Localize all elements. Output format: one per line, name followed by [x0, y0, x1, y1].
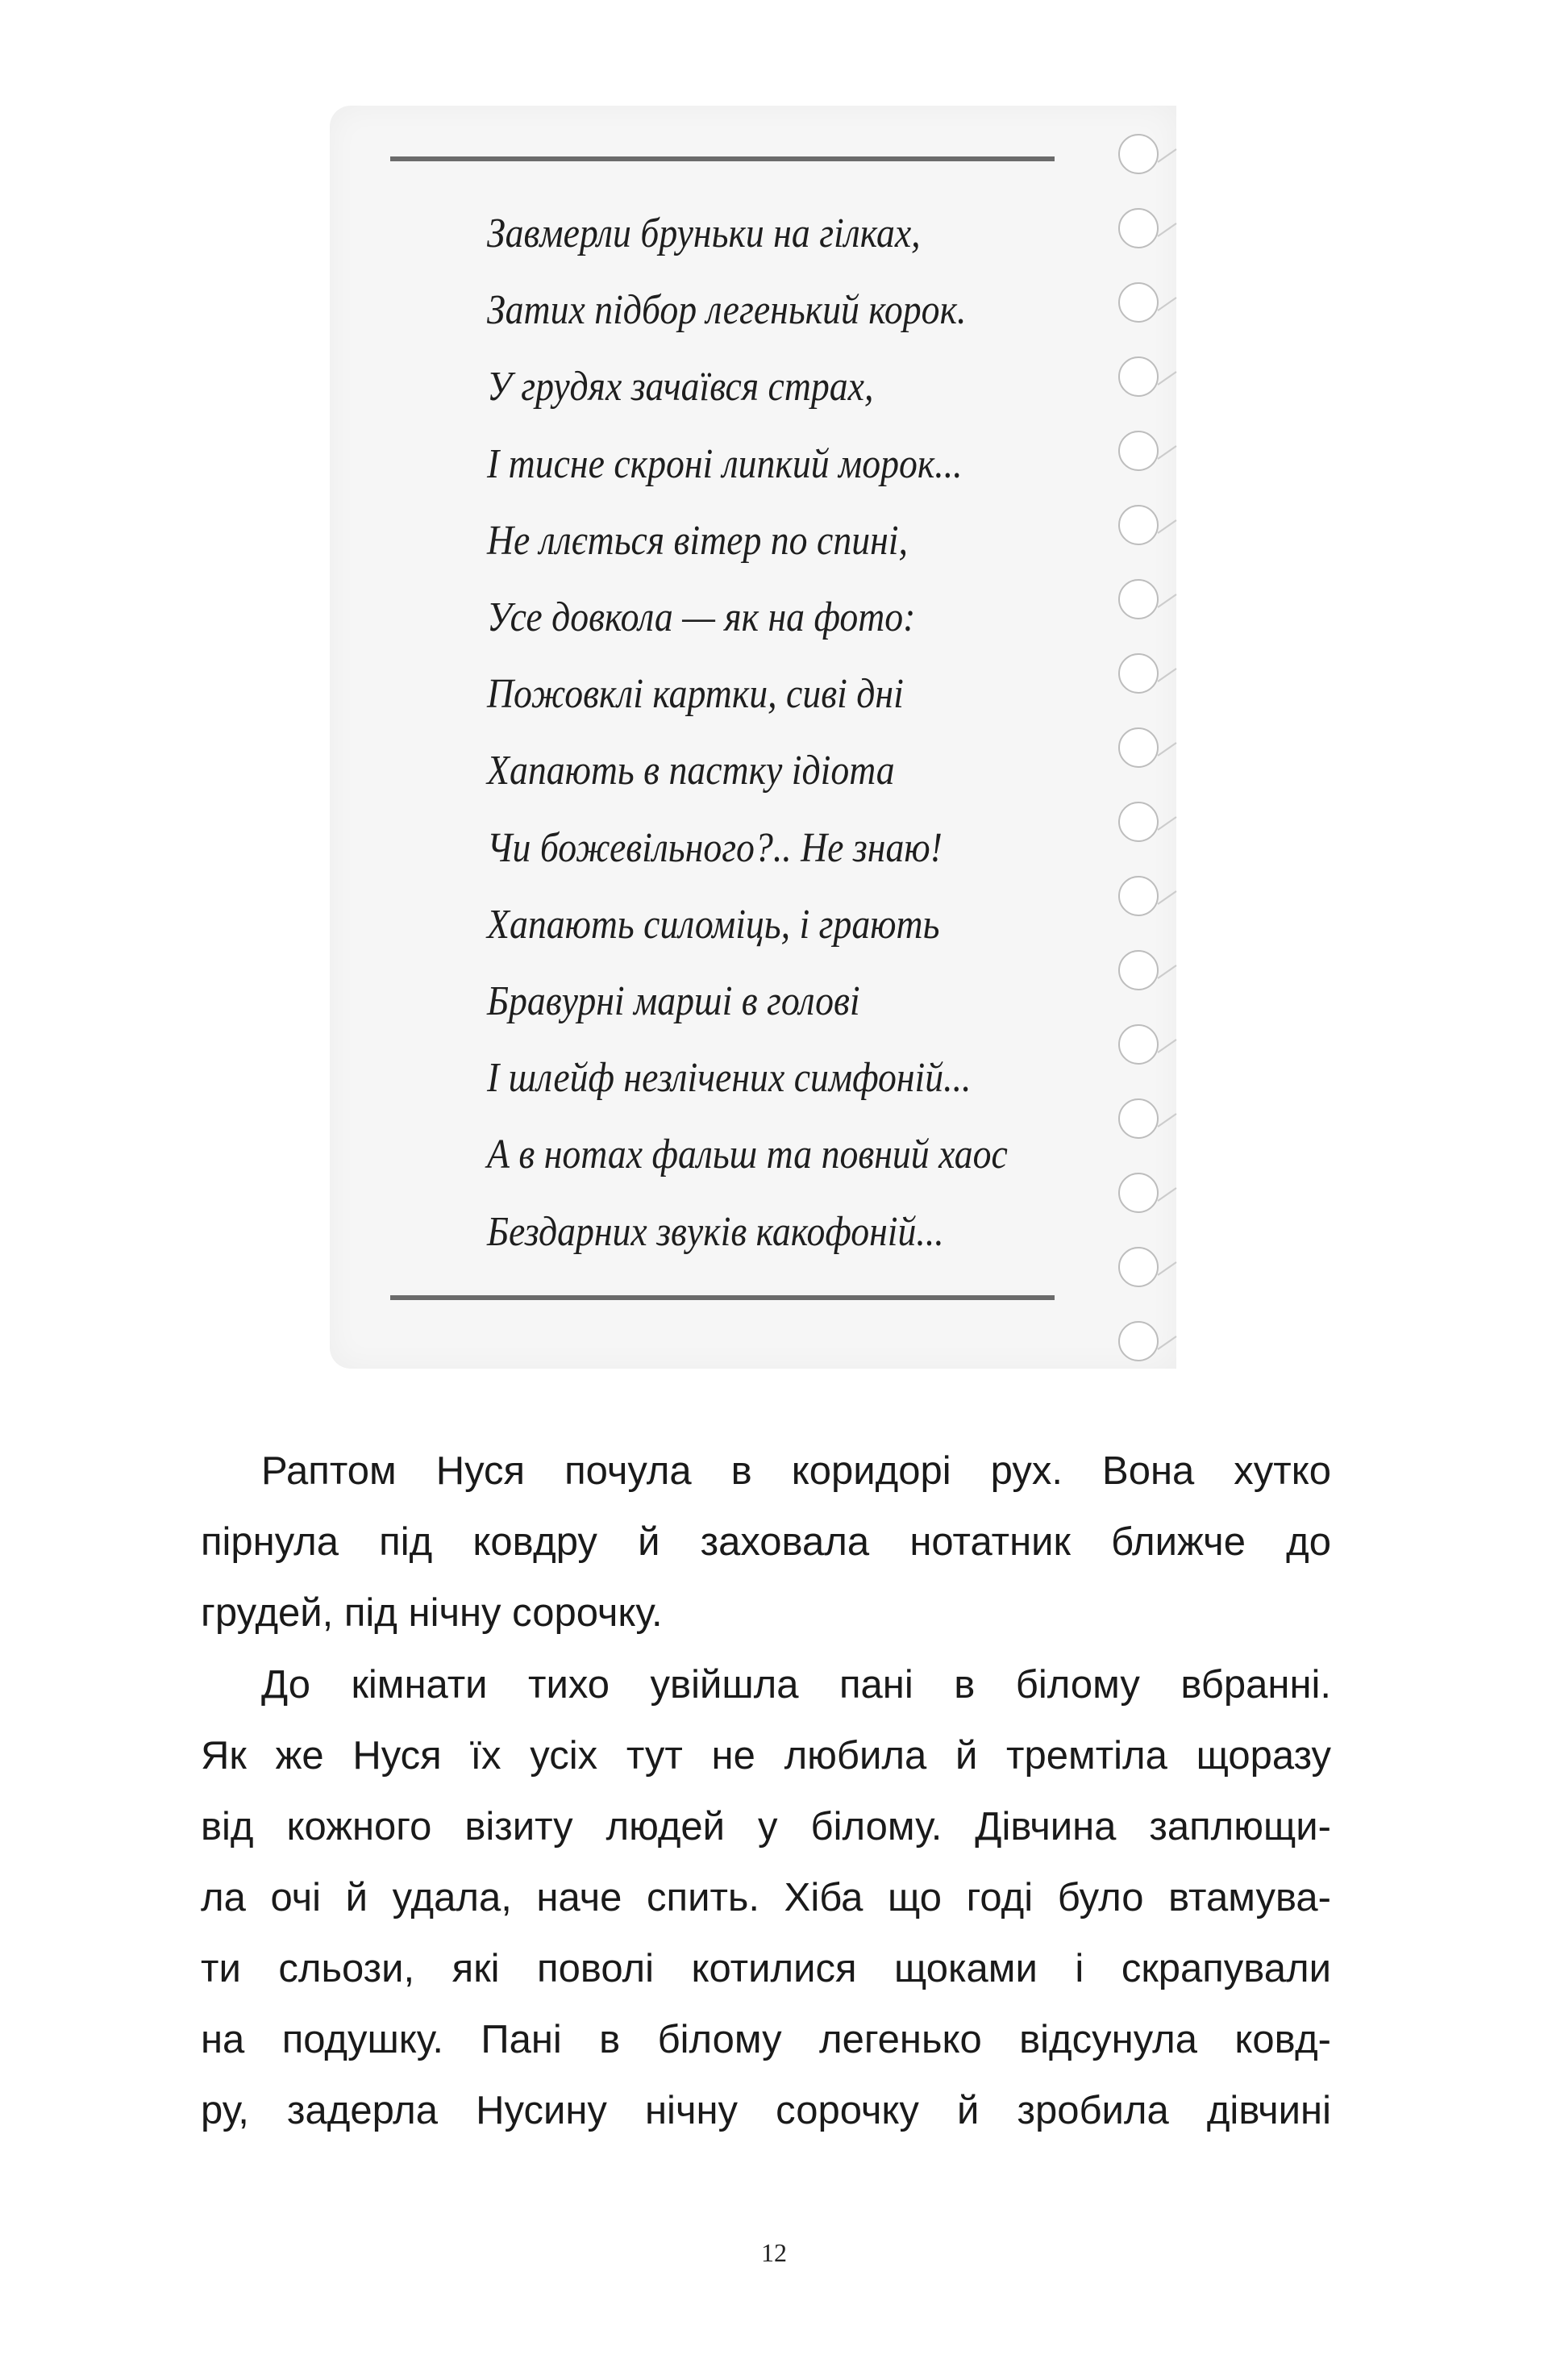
- paragraph-line: від кожного візиту людей у білому. Дівчина заплющи-: [201, 1805, 1331, 1849]
- poem-line: Чи божевільного?.. Не знаю!: [487, 824, 943, 871]
- poem-line: Завмерли бруньки на гілках,: [487, 210, 921, 256]
- ring-hole: [1119, 283, 1158, 322]
- ring-hole: [1119, 1025, 1158, 1064]
- ring-hole: [1119, 728, 1158, 767]
- ring-holes-icon: [1105, 106, 1193, 1372]
- ring-hole: [1119, 209, 1158, 248]
- paragraph-line: ру, задерла Нусину нічну сорочку й зробила дівчині: [201, 2089, 1331, 2132]
- page-number: 12: [761, 2238, 787, 2267]
- ring-hole: [1119, 654, 1158, 693]
- poem-line: Бездарних звуків какофоній...: [487, 1208, 944, 1255]
- top-rule: [390, 156, 1055, 161]
- ring-hole: [1119, 802, 1158, 841]
- poem-line: Усе довкола — як на фото:: [487, 594, 916, 640]
- poem-line: Бравурні марші в голові: [487, 978, 860, 1024]
- paragraph-line: на подушку. Пані в білому легенько відсунула ковд-: [201, 2018, 1331, 2061]
- ring-hole: [1119, 431, 1158, 470]
- ring-hole: [1119, 951, 1158, 990]
- ring-hole: [1119, 877, 1158, 915]
- poem-line: Не ллється вітер по спині,: [487, 517, 908, 564]
- ring-hole: [1119, 357, 1158, 396]
- poem-line: Затих підбор легенький корок.: [487, 287, 967, 334]
- paragraph-line: До кімнати тихо увійшла пані в білому вбранні.: [261, 1663, 1331, 1707]
- poem-line: І тисне скроні липкий морок...: [487, 440, 963, 487]
- poem-line: А в нотах фальш та повний хаос: [487, 1132, 1008, 1178]
- poem-line: У грудях зачаївся страх,: [487, 364, 874, 411]
- ring-hole: [1119, 1322, 1158, 1361]
- ring-hole: [1119, 1173, 1158, 1212]
- poem-line: Пожовклі картки, сиві дні: [487, 671, 904, 718]
- paragraph-line: Раптом Нуся почула в коридорі рух. Вона хутко: [261, 1449, 1331, 1493]
- ring-hole: [1119, 135, 1158, 173]
- ring-hole: [1119, 506, 1158, 544]
- paragraph-line: ти сльози, які поволі котилися щоками і скрапували: [201, 1947, 1331, 1990]
- paragraph-line: грудей, під нічну сорочку.: [201, 1591, 663, 1635]
- paragraph-line: пірнула під ковдру й заховала нотатник ближче до: [201, 1520, 1331, 1564]
- bottom-rule: [390, 1295, 1055, 1300]
- poem-line: Хапають силоміць, і грають: [487, 901, 940, 948]
- ring-hole: [1119, 1099, 1158, 1138]
- poem-line: Хапають в пастку ідіота: [487, 748, 895, 794]
- ring-hole: [1119, 580, 1158, 619]
- paragraph-line: ла очі й удала, наче спить. Хіба що годі було втамува-: [201, 1876, 1331, 1919]
- ring-hole: [1119, 1248, 1158, 1286]
- paragraph-line: Як же Нуся їх усіх тут не любила й тремтіла щоразу: [201, 1734, 1331, 1778]
- poem-line: І шлейф незлічених симфоній...: [487, 1055, 972, 1102]
